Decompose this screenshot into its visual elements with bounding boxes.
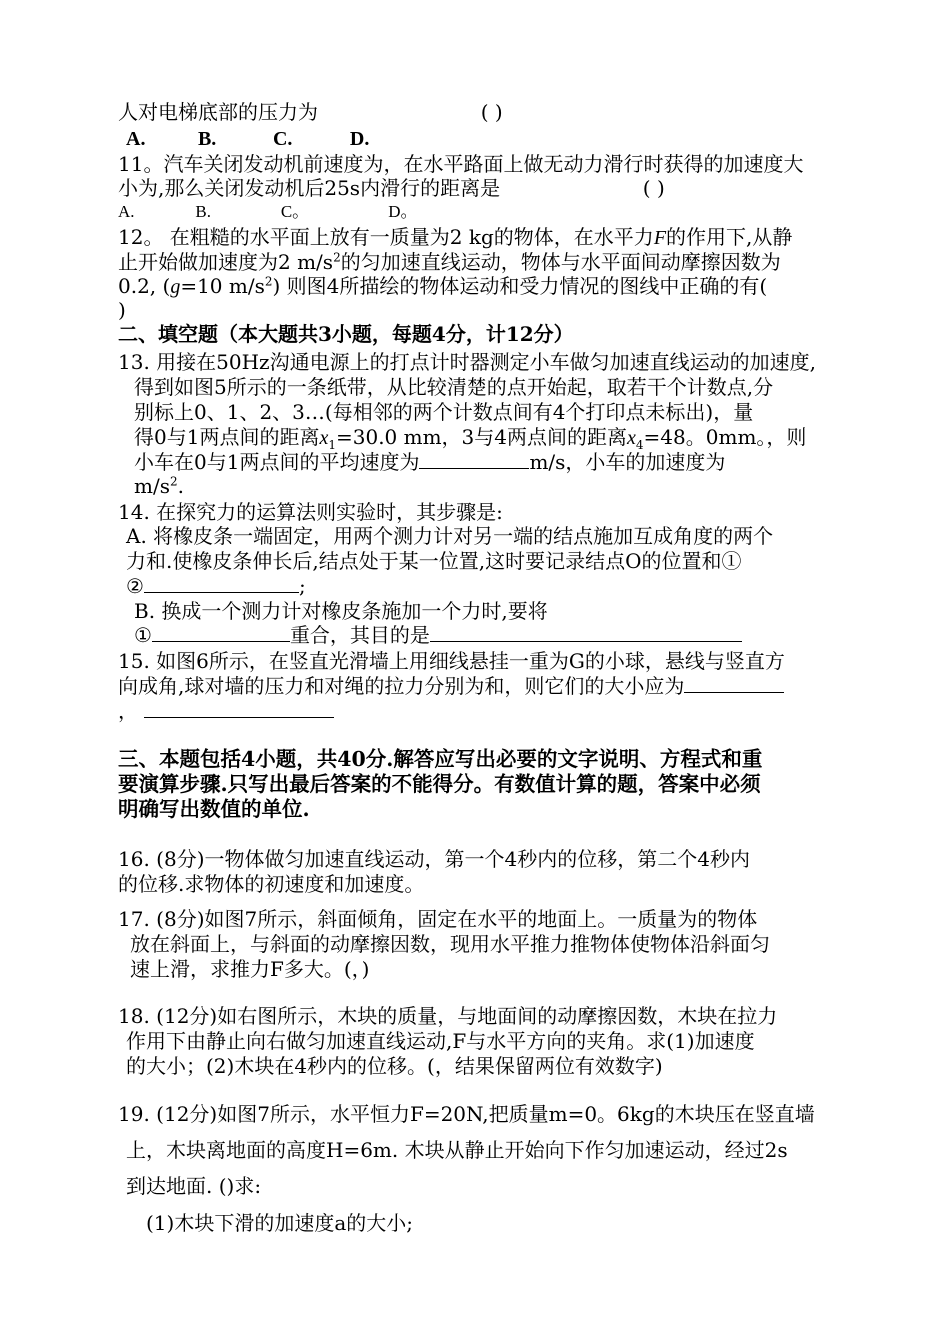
q19-line2: 上，木块离地面的高度H=6m. 木块从静止开始向下作匀加速运动，经过2s [126, 1138, 788, 1162]
q14-line2: A. 将橡皮条一端固定，用两个测力计对另一端的结点施加互成角度的两个 [126, 524, 774, 548]
q19-line1: 19. (12分)如图7所示，水平恒力F=20N,把质量m=0。6kg的木块压在竖直墙 [118, 1102, 815, 1126]
q13-line4 [134, 425, 806, 450]
section-3-heading-line1: 三、本题包括4小题，共40分.解答应写出必要的文字说明、方程式和重 [118, 747, 763, 771]
q12-var-g: g [170, 276, 181, 298]
q12-var-f: F [653, 227, 667, 249]
section-2-heading: 二、填空题（本大题共3小题，每题4分，计12分） [118, 322, 574, 346]
q12-line4: ) [118, 298, 126, 322]
q11-option-a: A. [118, 202, 135, 221]
q13-var-x4: x [627, 427, 636, 449]
q13-line2: 得到如图5所示的一条纸带，从比较清楚的点开始起，取若干个计数点,分 [134, 375, 774, 399]
q12-line1 [118, 225, 792, 250]
q18-line2: 作用下由静止向右做匀加速直线运动,F与水平方向的夹角。求(1)加速度 [126, 1029, 755, 1053]
q12-line3a: 0.2, ( [118, 274, 171, 298]
q13-sub-1: 1 [328, 438, 336, 452]
q13-line5 [134, 450, 725, 474]
q12-line2-sup: 2 [333, 250, 341, 265]
q12-line2a: 止开始做加速度为2 m/s [118, 250, 334, 274]
q10-option-a: A. [126, 128, 146, 150]
q11-option-b: B. [195, 202, 211, 221]
q12-line1a: 12。 在粗糙的水平面上放有一质量为2 kg的物体，在水平力 [118, 225, 654, 249]
q11-option-d: D。 [388, 202, 418, 221]
q19-line3: 到达地面. ()求: [126, 1174, 262, 1198]
q15-line2-text: 向成角,球对墙的压力和对绳的拉力分别为和，则它们的大小应为 [118, 674, 685, 698]
q14-line4 [126, 574, 306, 598]
q14-line4b: ; [298, 574, 306, 598]
q15-blank-1[interactable] [684, 674, 784, 693]
q14-line1: 14. 在探究力的运算法则实验时，其步骤是: [118, 500, 503, 524]
q12-line3 [118, 274, 767, 299]
q10-options [126, 126, 369, 151]
q16-line2: 的位移.求物体的初速度和加速度。 [118, 872, 425, 896]
q11-options [118, 200, 418, 224]
q11-line1: 11。汽车关闭发动机前速度为，在水平路面上做无动力滑行时获得的加速度大 [118, 152, 804, 176]
q17-line3: 速上滑，求推力F多大。(，) [130, 957, 370, 981]
q18-line3: 的大小；(2)木块在4秒内的位移。(，结果保留两位有效数字) [126, 1054, 663, 1078]
q13-var-x1: x [319, 427, 329, 449]
q12-line2 [118, 250, 781, 274]
q13-blank-velocity[interactable] [419, 450, 529, 469]
q12-line1b: 的作用下,从静 [666, 225, 793, 249]
q14-line6 [134, 623, 742, 647]
q13-line6b: . [177, 474, 184, 498]
q12-line2b: 的匀加速直线运动，物体与水平面间动摩擦因数为 [340, 250, 781, 274]
q10-text: 人对电梯底部的压力为 [118, 100, 318, 124]
q17-line1: 17. (8分)如图7所示，斜面倾角，固定在水平的地面上。一质量为的物体 [118, 907, 758, 931]
q13-line6 [134, 474, 184, 498]
q14-line6b: 重合，其目的是 [289, 623, 430, 647]
q15-line1: 15. 如图6所示，在竖直光滑墙上用细线悬挂一重为G的小球，悬线与竖直方 [118, 649, 785, 673]
q13-line5b: m/s，小车的加速度为 [529, 450, 726, 474]
q15-line2 [118, 674, 784, 698]
q18-line1: 18. (12分)如右图所示，木块的质量，与地面间的动摩擦因数，木块在拉力 [118, 1004, 778, 1028]
q10-stem [118, 100, 503, 124]
section-3-heading-line3: 明确写出数值的单位. [118, 797, 310, 821]
section-3-heading-line2: 要演算步骤.只写出最后答案的不能得分。有数值计算的题，答案中必须 [118, 772, 761, 796]
q10-option-d: D. [349, 128, 370, 150]
q11-line2 [118, 176, 665, 200]
q13-line6a: m/s [134, 474, 170, 498]
q14-line3: 力和.使橡皮条伸长后,结点处于某一位置,这时要记录结点O的位置和① [126, 549, 742, 573]
q13-line3: 别标上0、1、2、3…(每相邻的两个计数点间有4个打印点未标出)，量 [134, 400, 754, 424]
q14-blank-2[interactable] [144, 574, 299, 593]
q10-paren: ( ) [480, 100, 503, 124]
q17-line2: 放在斜面上，与斜面的动摩擦因数，现用水平推力推物体使物体沿斜面匀 [130, 932, 770, 956]
q11-option-c: C。 [280, 202, 310, 221]
q12-line3b: =10 m/s [180, 274, 265, 298]
q14-blank-purpose[interactable] [430, 623, 742, 642]
q14-line4a: ② [126, 574, 144, 598]
q15-blank-2[interactable] [144, 699, 334, 718]
q19-line4: (1)木块下滑的加速度a的大小; [146, 1211, 413, 1235]
q10-option-b: B. [197, 128, 217, 150]
q14-blank-b1[interactable] [152, 623, 290, 642]
q14-line6a: ① [134, 623, 152, 647]
q13-line4b: =30.0 mm，3与4两点间的距离 [335, 425, 628, 449]
q13-line4a: 得0与1两点间的距离 [134, 425, 320, 449]
q16-line1: 16. (8分)一物体做匀加速直线运动，第一个4秒内的位移，第二个4秒内 [118, 847, 750, 871]
q12-line3c: ) 则图4所描绘的物体运动和受力情况的图线中正确的有( [272, 274, 768, 298]
q13-sub-4: 4 [635, 438, 644, 452]
q15-line3-text: ， [118, 699, 138, 723]
q13-line5a: 小车在0与1两点间的平均速度为 [134, 450, 420, 474]
q12-line3-sup: 2 [264, 274, 273, 289]
q14-line5: B. 换成一个测力计对橡皮条施加一个力时,要将 [134, 599, 548, 623]
q11-paren: ( ) [642, 176, 665, 200]
q13-line1: 13. 用接在50Hz沟通电源上的打点计时器测定小车做匀加速直线运动的加速度, [118, 350, 816, 374]
q10-option-c: C. [272, 128, 293, 150]
q13-line4c: =48。0mm。，则 [643, 425, 807, 449]
q11-line2-text: 小为,那么关闭发动机后25s内滑行的距离是 [118, 176, 501, 200]
q13-line6-sup: 2 [169, 474, 178, 489]
q15-line3 [118, 699, 334, 723]
